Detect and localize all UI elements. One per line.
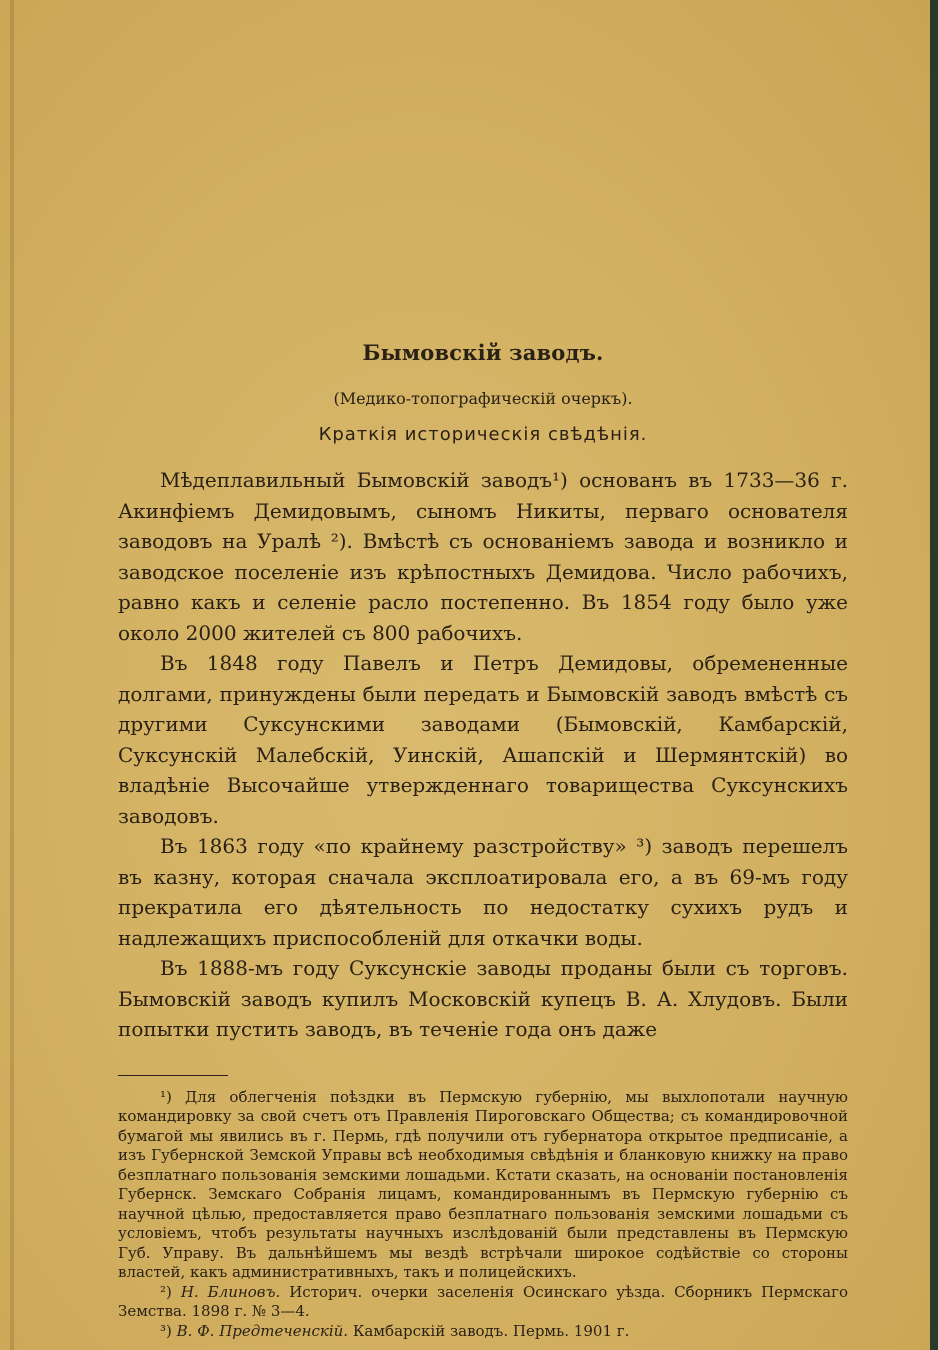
paragraph-4: Въ 1888-мъ году Суксунскіе заводы проданы были съ торговъ. Бымовскій заводъ купилъ Московскій купецъ В. А. Хлудовъ. Были попытки пустить заводъ, въ теченіе года онъ даже xyxy=(118,956,848,1041)
footnote-2-text: Историч. очерки заселенія Осинскаго уѣзда. Сборникъ Пермскаго Земства. 1898 г. № 3—4. xyxy=(118,1282,848,1320)
footnote-1: ¹) Для облегченія поѣздки въ Пермскую губернію, мы выхлопотали научную командировку за свой счетъ отъ Правленія Пироговскаго Общества; съ командировочной бумагой мы явились въ г. Пермь, гдѣ получили отъ губернатора открытое предписаніе, а изъ Губернской Земской Управы всѣ необходимыя свѣдѣнія и бланковую книжку на право безплатнаго пользованія земскими лошадьми. Кстати сказать, на основаніи постановленія Губернск. Земскаго Собранія лицамъ, командированнымъ въ Пермскую губернію съ научной цѣлью, предоставляется право безплатнаго пользованія земскими лошадьми съ условіемъ, чтобъ результаты научныхъ изслѣдованій были представлены въ Пермскую Губ. Управу. Въ дальнѣйшемъ мы вездѣ встрѣчали широкое содѣйствіе со стороны властей, какъ административныхъ, такъ и полицейскихъ. xyxy=(118,1087,848,1281)
article-title: Бымовскій заводъ. xyxy=(362,340,604,365)
footnote-3 xyxy=(118,1322,848,1342)
footnote-2-author: Н. Блиновъ. xyxy=(180,1282,281,1301)
footnote-divider xyxy=(118,1075,228,1076)
footnote-3-marker: ³) xyxy=(160,1321,172,1340)
article-subtitle: (Медико-топографическій очеркъ). xyxy=(333,389,633,408)
footnote-3-text: Камбарскій заводъ. Пермь. 1901 г. xyxy=(352,1321,630,1340)
footnote-2 xyxy=(118,1283,848,1322)
footnote-2-marker: ²) xyxy=(160,1282,172,1301)
section-heading: Краткія историческія свѣдѣнія. xyxy=(318,424,648,445)
paragraph-2: Въ 1848 году Павелъ и Петръ Демидовы, обремененные долгами, принуждены были передать и Бымовскій заводъ вмѣстѣ съ другими Суксунскими заводами (Бымовскій, Камбарскій, Суксунскій Малебскій, Уинскій, Ашапскій и Шермянтскій) во владѣніе Высочайше утвержденнаго товарищества Суксунскихъ заводовъ. xyxy=(118,651,848,828)
footnote-3-author: В. Ф. Предтеченскій. xyxy=(176,1321,349,1340)
page-binding-edge xyxy=(10,0,14,1350)
paragraph-1: Мѣдеплавильный Бымовскій заводъ¹) основанъ въ 1733—36 г. Акинфіемъ Демидовымъ, сыномъ Никиты, перваго основателя заводовъ на Уралѣ ²). Вмѣстѣ съ основаніемъ завода и возникло и заводское поселеніе изъ крѣпостныхъ Демидова. Число рабочихъ, равно какъ и селеніе расло постепенно. Въ 1854 году было уже около 2000 жителей съ 800 рабочихъ. xyxy=(118,468,848,645)
article xyxy=(118,340,848,1341)
paragraph-3: Въ 1863 году «по крайнему разстройству» ³) заводъ перешелъ въ казну, которая сначала эксплоатировала его, а въ 69-мъ году прекратила его дѣятельность по недостатку сухихъ рудъ и надлежащихъ приспособленій для откачки воды. xyxy=(118,834,848,950)
